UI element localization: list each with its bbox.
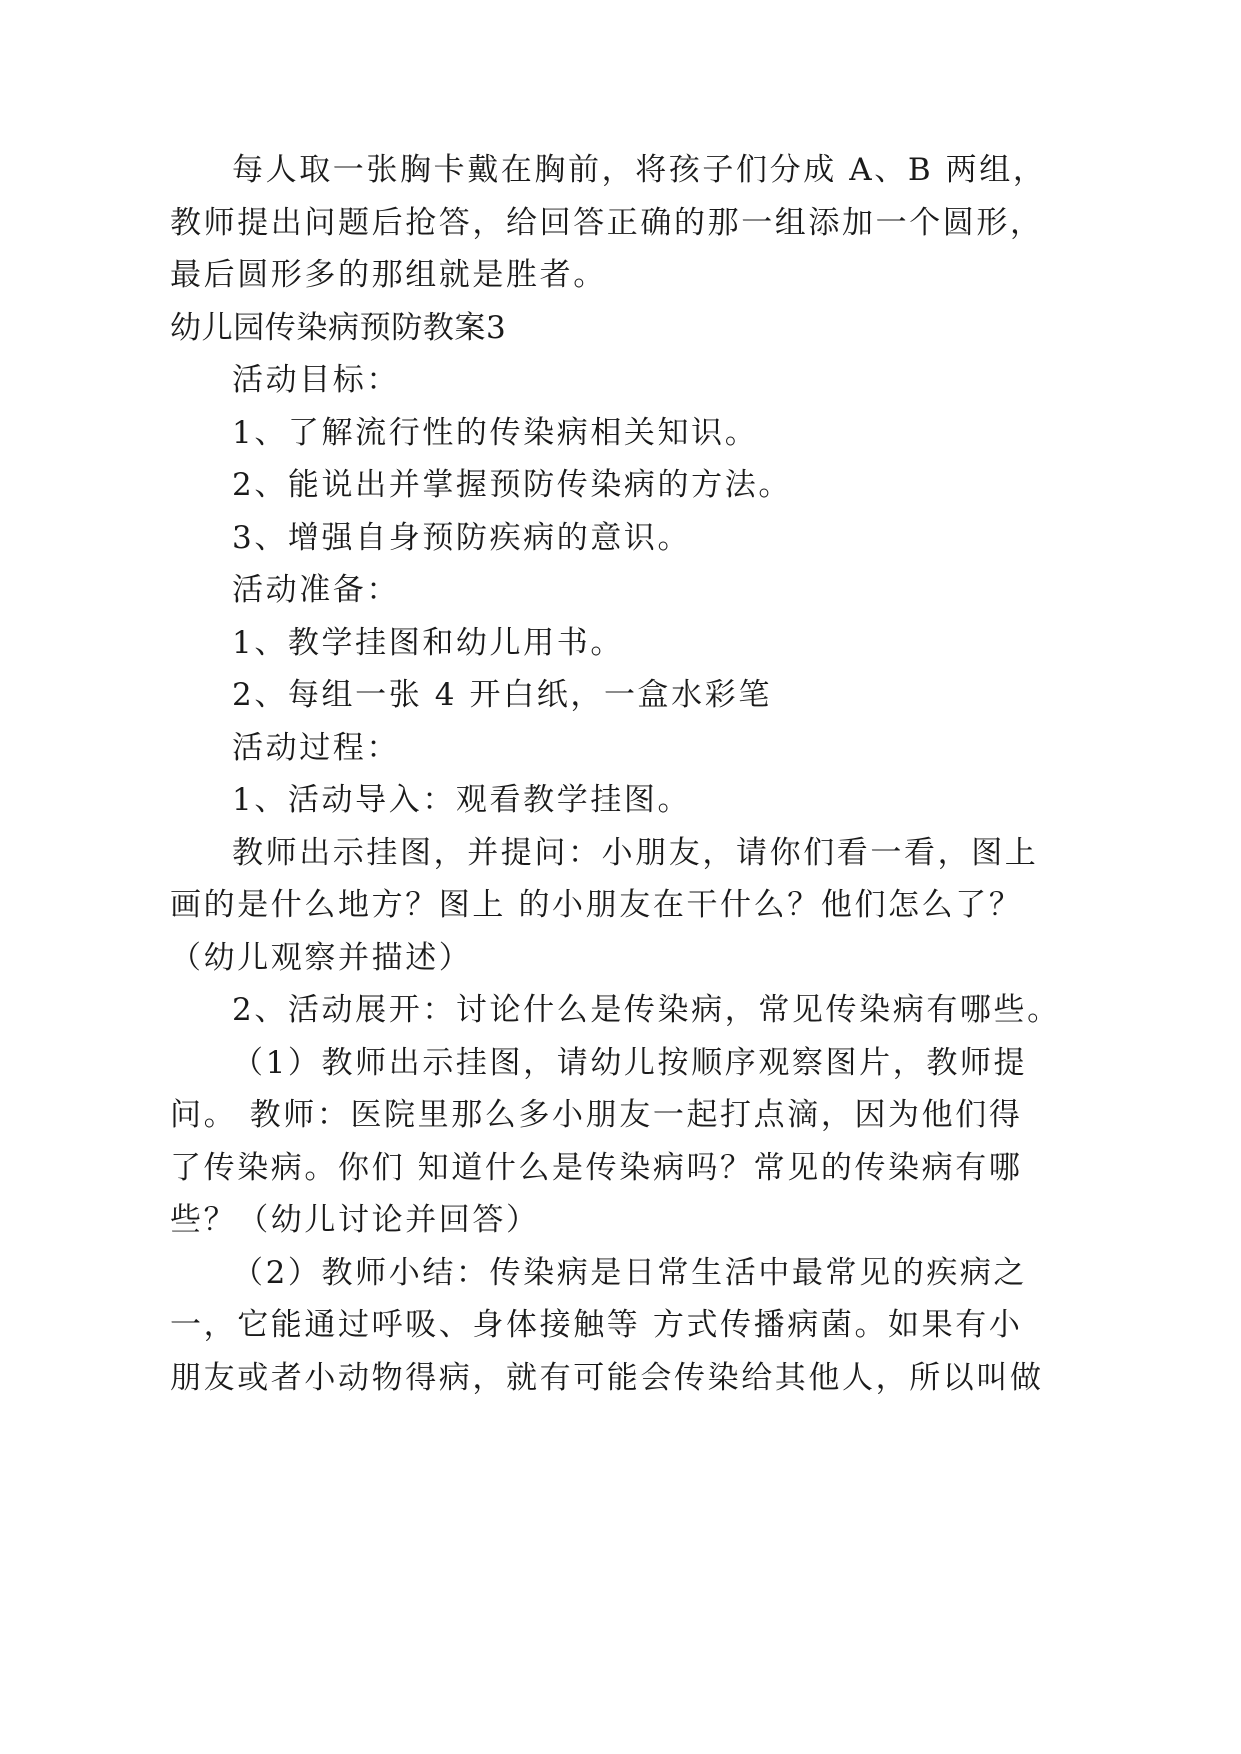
text-line: 教师提出问题后抢答，给回答正确的那一组添加一个圆形， [170, 205, 1044, 241]
text-line: （1）教师出示挂图，请幼儿按顺序观察图片，教师提 [232, 1045, 1028, 1081]
list-item: 2、每组一张 4 开白纸，一盒水彩笔 [232, 677, 772, 713]
text-line: 画的是什么地方？图上 的小朋友在干什么？他们怎么了？ [170, 887, 1023, 923]
subheading: 活动准备： [232, 572, 400, 608]
list-item: 1、活动导入：观看教学挂图。 [232, 782, 692, 818]
list-item: 2、能说出并掌握预防传染病的方法。 [232, 467, 792, 503]
list-item: 3、增强自身预防疾病的意识。 [232, 520, 692, 556]
text-line: 最后圆形多的那组就是胜者。 [170, 257, 607, 293]
text-line: 朋友或者小动物得病，就有可能会传染给其他人，所以叫做 [170, 1360, 1044, 1396]
list-item: 1、教学挂图和幼儿用书。 [232, 625, 624, 661]
list-item: 1、了解流行性的传染病相关知识。 [232, 415, 759, 451]
text-line: 教师出示挂图，并提问：小朋友，请你们看一看，图上 [232, 835, 1039, 871]
subheading: 活动过程： [232, 730, 400, 766]
subheading: 活动目标： [232, 362, 400, 398]
text-line: （幼儿观察并描述） [170, 940, 473, 976]
section-heading: 幼儿园传染病预防教案3 [170, 310, 507, 346]
text-line: 一，它能通过呼吸、身体接触等 方式传播病菌。如果有小 [170, 1307, 1023, 1343]
text-line: （2）教师小结：传染病是日常生活中最常见的疾病之 [232, 1255, 1028, 1291]
text-line: 问。 教师：医院里那么多小朋友一起打点滴，因为他们得 [170, 1097, 1023, 1133]
text-line: 了传染病。你们 知道什么是传染病吗？常见的传染病有哪 [170, 1150, 1023, 1186]
list-item: 2、活动展开：讨论什么是传染病，常见传染病有哪些。 [232, 992, 1061, 1028]
text-line: 每人取一张胸卡戴在胸前，将孩子们分成 A、B 两组， [232, 152, 1047, 188]
text-line: 些？（幼儿讨论并回答） [170, 1202, 540, 1238]
